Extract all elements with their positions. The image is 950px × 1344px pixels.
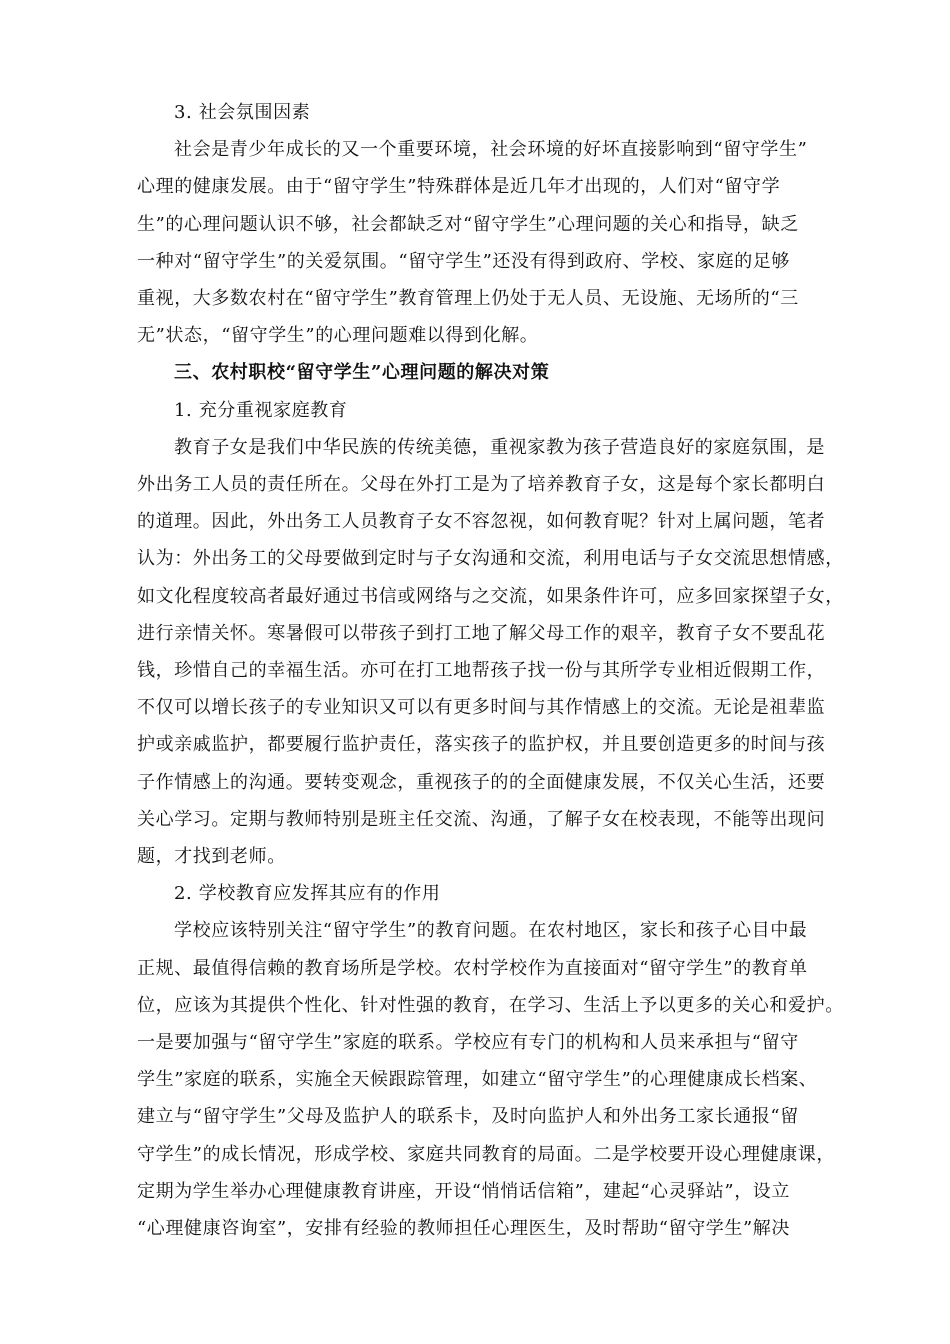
text-line: 正规、最值得信赖的教育场所是学校。农村学校作为直接面对“留守学生”的教育单 bbox=[137, 957, 808, 979]
text-line: “心理健康咨询室”，安排有经验的教师担任心理医生，及时帮助“留守学生”解决 bbox=[137, 1218, 791, 1239]
text-line: 不仅可以增长孩子的专业知识又可以有更多时间与其作情感上的交流。无论是祖辈监 bbox=[137, 697, 826, 719]
section-heading: 三、农村职校“留守学生”心理问题的解决对策 bbox=[174, 362, 550, 384]
text-line: 守学生”的成长情况，形成学校、家庭共同教育的局面。二是学校要开设心理健康课， bbox=[137, 1143, 835, 1165]
subsection-heading: 2. 学校教育应发挥其应有的作用 bbox=[174, 883, 441, 905]
text-line: 无”状态，“留守学生”的心理问题难以得到化解。 bbox=[137, 325, 539, 347]
text-line: 关心学习。定期与教师特别是班主任交流、沟通，了解子女在校表现，不能等出现问 bbox=[137, 808, 826, 830]
text-line: 位，应该为其提供个性化、针对性强的教育，在学习、生活上予以更多的关心和爱护。 bbox=[137, 994, 844, 1016]
text-line: 一种对“留守学生”的关爱氛围。“留守学生”还没有得到政府、学校、家庭的足够 bbox=[137, 250, 791, 272]
text-line: 护或亲戚监护，都要履行监护责任，落实孩子的监护权，并且要创造更多的时间与孩 bbox=[137, 734, 826, 756]
text-line: 钱，珍惜自己的幸福生活。亦可在打工地帮孩子找一份与其所学专业相近假期工作， bbox=[137, 660, 826, 681]
text-line: 生”的心理问题认识不够，社会都缺乏对“留守学生”心理问题的关心和指导，缺乏 bbox=[137, 213, 799, 235]
text-line: 学生”家庭的联系，实施全天候跟踪管理，如建立“留守学生”的心理健康成长档案、 bbox=[137, 1069, 818, 1091]
text-line: 的道理。因此，外出务工人员教育子女不容忽视，如何教育呢？针对上属问题，笔者 bbox=[137, 511, 826, 533]
text-line: 社会是青少年成长的又一个重要环境，社会环境的好坏直接影响到“留守学生” bbox=[174, 139, 808, 161]
text-line: 教育子女是我们中华民族的传统美德，重视家教为孩子营造良好的家庭氛围，是 bbox=[174, 436, 825, 458]
subsection-heading: 1. 充分重视家庭教育 bbox=[174, 399, 348, 421]
text-line: 进行亲情关怀。寒暑假可以带孩子到打工地了解父母工作的艰辛，教育子女不要乱花 bbox=[137, 622, 826, 644]
text-line: 一是要加强与“留守学生”家庭的联系。学校应有专门的机构和人员来承担与“留守 bbox=[137, 1032, 799, 1053]
text-line: 心理的健康发展。由于“留守学生”特殊群体是近几年才出现的，人们对“留守学 bbox=[137, 176, 781, 198]
text-line: 认为：外出务工的父母要做到定时与子女沟通和交流，利用电话与子女交流思想情感， bbox=[137, 548, 844, 570]
text-line: 3. 社会氛围因素 bbox=[174, 102, 311, 123]
text-line: 定期为学生举办心理健康教育讲座，开设“悄悄话信箱”，建起“心灵驿站”，设立 bbox=[137, 1180, 791, 1202]
text-line: 子作情感上的沟通。要转变观念，重视孩子的的全面健康发展，不仅关心生活，还要 bbox=[137, 771, 826, 793]
text-line: 如文化程度较高者最好通过书信或网络与之交流，如果条件许可，应多回家探望子女， bbox=[137, 585, 844, 607]
text-line: 重视，大多数农村在“留守学生”教育管理上仍处于无人员、无设施、无场所的“三 bbox=[137, 288, 799, 309]
text-line: 题，才找到老师。 bbox=[137, 846, 286, 867]
text-line: 外出务工人员的责任所在。父母在外打工是为了培养教育子女，这是每个家长都明白 bbox=[137, 474, 826, 495]
text-line: 建立与“留守学生”父母及监护人的联系卡，及时向监护人和外出务工家长通报“留 bbox=[137, 1106, 799, 1128]
text-line: 学校应该特别关注“留守学生”的教育问题。在农村地区，家长和孩子心目中最 bbox=[174, 920, 808, 942]
